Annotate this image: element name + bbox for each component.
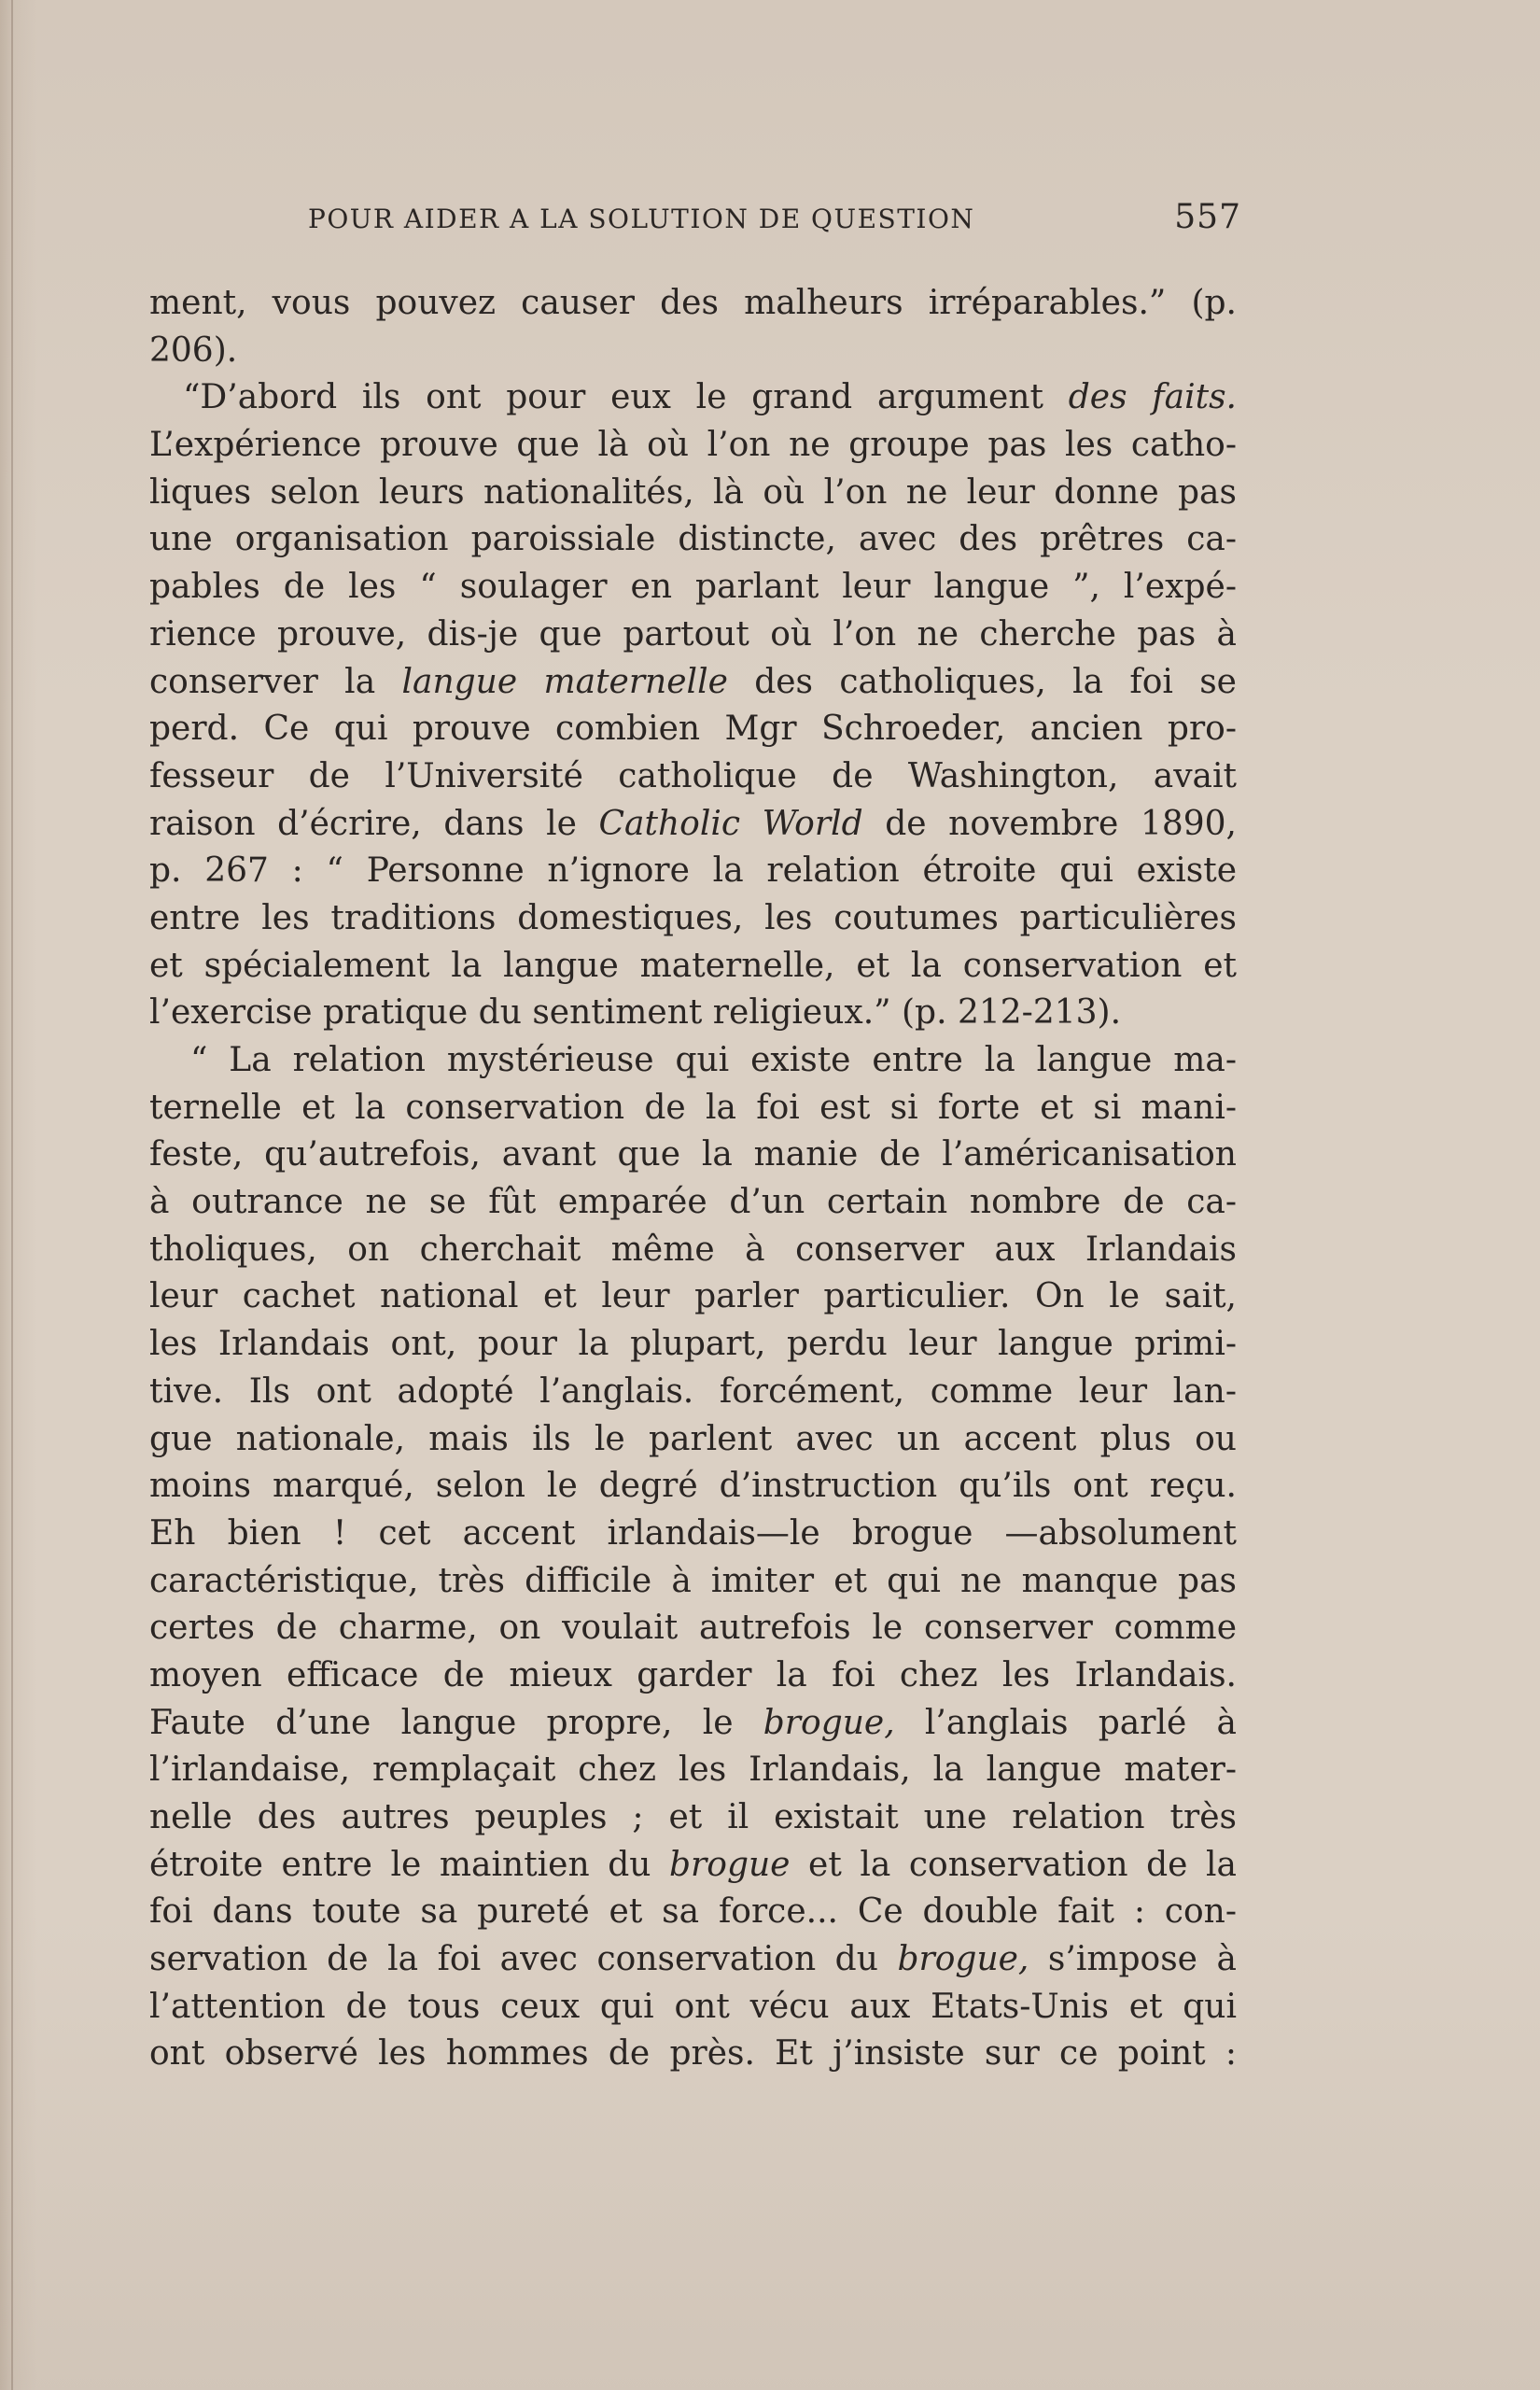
body-text <box>149 280 1237 2078</box>
text-line: l’attention de tous ceux qui ont vécu aux Etats-Unis et qui <box>149 1987 1237 2026</box>
text-line: pables de les “ soulager en parlant leur langue ”, l’expé- <box>149 568 1237 607</box>
text-line: Eh bien ! cet accent irlandais—le brogue —absolument <box>149 1513 1237 1553</box>
page-number: 557 <box>1174 198 1241 236</box>
italic-phrase: langue maternelle <box>401 662 728 701</box>
text-line: moyen efficace de mieux garder la foi chez les Irlandais. <box>149 1655 1237 1694</box>
text-line: perd. Ce qui prouve combien Mgr Schroeder, ancien pro- <box>149 710 1237 749</box>
text-line: tholiques, on cherchait même à conserver aux Irlandais <box>149 1230 1237 1269</box>
text-line: “ La relation mystérieuse qui existe entre la langue ma- <box>190 1041 1237 1079</box>
italic-phrase: brogue <box>669 1845 791 1884</box>
running-title: POUR AIDER A LA SOLUTION DE QUESTION <box>308 204 975 234</box>
italic-phrase: des faits. <box>1068 378 1237 417</box>
text-line: une organisation paroissiale distincte, avec des prêtres ca- <box>149 520 1237 559</box>
text-line: ternelle et la conservation de la foi est si forte et si mani- <box>149 1088 1237 1127</box>
italic-phrase: Catholic World <box>598 804 863 843</box>
text-line: ment, vous pouvez causer des malheurs irréparables.” (p. <box>149 284 1237 322</box>
text-line: nelle des autres peuples ; et il existait une relation très <box>149 1798 1237 1836</box>
text-line: foi dans toute sa pureté et sa force... Ce double fait : con- <box>149 1892 1237 1932</box>
text-line: certes de charme, on voulait autrefois le conserver comme <box>149 1609 1237 1648</box>
text-line: liques selon leurs nationalités, là où l’on ne leur donne pas <box>149 472 1237 512</box>
text-line: fesseur de l’Université catholique de Washington, avait <box>149 756 1237 795</box>
text-line: les Irlandais ont, pour la plupart, perdu leur langue primi- <box>149 1325 1237 1364</box>
text-line: Faute d’une langue propre, le brogue, l’anglais parlé à <box>149 1703 1237 1742</box>
text-line: p. 267 : “ Personne n’ignore la relation étroite qui existe <box>149 851 1237 891</box>
text-line: l’irlandaise, remplaçait chez les Irlandais, la langue mater- <box>149 1750 1237 1790</box>
text-line: à outrance ne se fût emparée d’un certain nombre de ca- <box>149 1183 1237 1222</box>
text-line: raison d’écrire, dans le Catholic World de novembre 1890, <box>149 804 1238 843</box>
text-line: entre les traditions domestiques, les coutumes particulières <box>149 898 1237 937</box>
text-line: et spécialement la langue maternelle, et la conservation et <box>149 946 1237 985</box>
text-line: conserver la langue maternelle des catholiques, la foi se <box>149 662 1237 701</box>
text-line: servation de la foi avec conservation du brogue, s’impose à <box>149 1940 1238 1979</box>
text-line: ont observé les hommes de près. Et j’insiste sur ce point : <box>149 2034 1237 2074</box>
text-line: 206). <box>149 330 238 370</box>
text-line: caractéristique, très difficile à imiter et qui ne manque pas <box>149 1561 1237 1600</box>
text-line: l’exercise pratique du sentiment religieux.” (p. 212-213). <box>149 993 1122 1033</box>
text-line: rience prouve, dis-je que partout où l’on ne cherche pas à <box>149 614 1237 654</box>
text-line: étroite entre le maintien du brogue et la conservation de la <box>149 1845 1237 1884</box>
running-head <box>308 198 1241 245</box>
text-line: L’expérience prouve que là où l’on ne groupe pas les catho- <box>149 426 1237 465</box>
italic-phrase: brogue, <box>763 1703 895 1742</box>
text-line: moins marqué, selon le degré d’instruction qu’ils ont reçu. <box>149 1467 1237 1506</box>
text-line: “D’abord ils ont pour eux le grand argument des faits. <box>183 378 1237 417</box>
text-line: feste, qu’autrefois, avant que la manie de l’américanisation <box>149 1135 1237 1174</box>
text-line: leur cachet national et leur parler particulier. On le sait, <box>149 1277 1237 1316</box>
text-line: gue nationale, mais ils le parlent avec un accent plus ou <box>149 1419 1237 1458</box>
page-gutter-edge <box>11 0 13 2390</box>
text-line: tive. Ils ont adopté l’anglais. forcément, comme leur lan- <box>149 1371 1237 1411</box>
italic-phrase: brogue, <box>897 1940 1029 1979</box>
